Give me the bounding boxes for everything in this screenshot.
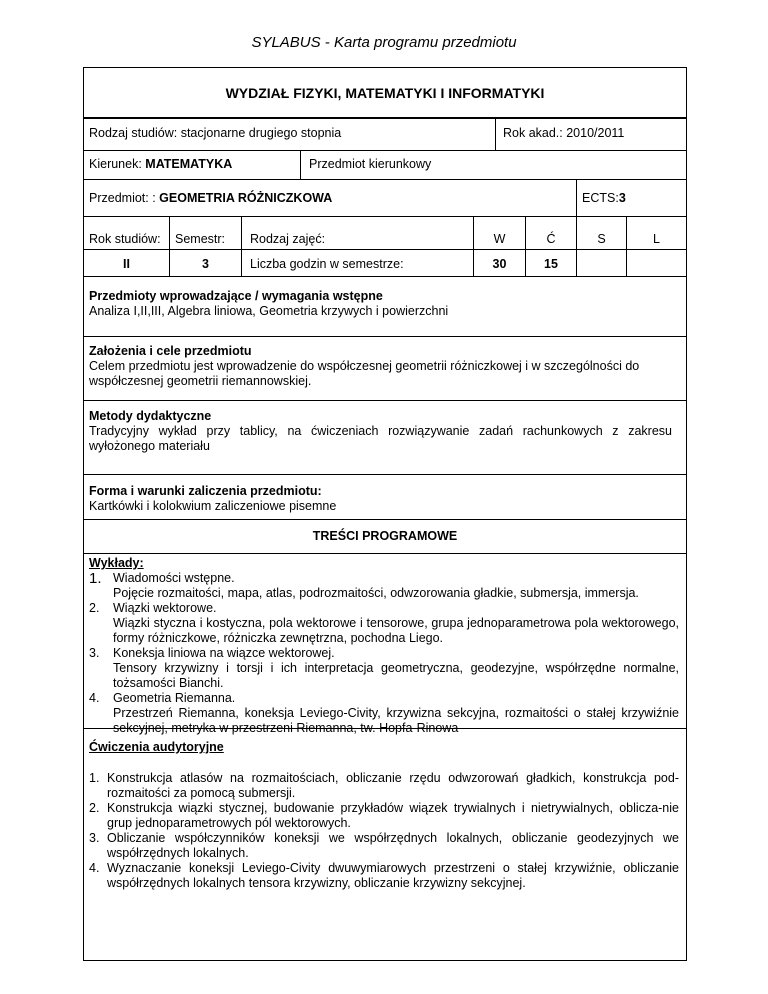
- exercise-item: [89, 831, 679, 861]
- assessment-block: [89, 484, 336, 514]
- study-type: Rodzaj studiów: stacjonarne drugiego stopnia: [89, 126, 342, 140]
- assessment-title: Forma i warunki zaliczenia przedmiotu:: [89, 484, 322, 498]
- prereq-block: [89, 289, 448, 319]
- lecture-item: [89, 646, 679, 691]
- methods-line-2: wyłożonego materiału: [89, 439, 210, 453]
- lecture-item: [89, 601, 679, 646]
- lecture-item: [89, 571, 679, 601]
- direction: [89, 157, 232, 171]
- exercise-number: 2.: [89, 801, 100, 815]
- lecture-number: 4.: [89, 691, 100, 705]
- exercise-item: [89, 861, 679, 891]
- lecture-number: 1.: [89, 570, 102, 587]
- subject-value: GEOMETRIA RÓŻNICZKOWA: [159, 191, 333, 205]
- document-header: SYLABUS - Karta programu przedmiotu: [251, 34, 517, 51]
- class-type-label: Rodzaj zajęć:: [250, 232, 326, 246]
- col-c: Ć: [546, 232, 556, 246]
- exercise-text: Konstrukcja atlasów na rozmaitościach, obliczanie rzędu odwzorowań gładkich, konstrukcja pod-rozmaitości za pomocą submersji.: [107, 771, 679, 800]
- exercise-number: 1.: [89, 771, 100, 785]
- year-label: Rok studiów:: [89, 232, 161, 246]
- academic-year: Rok akad.: 2010/2011: [503, 126, 625, 140]
- exercises-title: [89, 740, 224, 755]
- hours-c: 15: [544, 257, 558, 271]
- exercises-list: [89, 771, 679, 891]
- ects-label: ECTS:: [582, 191, 619, 205]
- hours-l-cell: [626, 249, 687, 277]
- subject-label: Przedmiot: :: [89, 191, 160, 205]
- exercise-text: Wyznaczanie koneksji Leviego-Civity dwuwymiarowych przestrzeni o stałej krzywiźnie, obliczanie współrzędnych lokalnych tensora krzywizny, obliczanie krzywizny sekcyjnej.: [107, 861, 679, 890]
- methods-line-1: Tradycyjny wykład przy tablicy, na ćwiczeniach rozwiązywanie zadań rachunkowych z zakresu: [89, 424, 672, 438]
- lecture-title: Geometria Riemanna.: [113, 691, 236, 705]
- prereq-text: Analiza I,II,III, Algebra liniowa, Geometria krzywych i powierzchni: [89, 304, 449, 318]
- semester-value: 3: [202, 257, 209, 271]
- ects: [582, 191, 626, 205]
- exercise-item: [89, 771, 679, 801]
- exercises-title-text: Ćwiczenia audytoryjne: [89, 740, 224, 754]
- goals-block: [89, 344, 639, 389]
- lecture-title: Koneksja liniowa na wiązce wektorowej.: [113, 646, 335, 660]
- lecture-title: Wiadomości wstępne.: [113, 571, 235, 585]
- methods-title: Metody dydaktyczne: [89, 409, 212, 423]
- lecture-body: Przestrzeń Riemanna, koneksja Leviego-Civity, krzywizna sekcyjna, rozmaitości o stałej krzywiźnie sekcyjnej, metryka w przestrzeni Riemanna, tw. Hopfa-Rinowa: [113, 706, 679, 735]
- exercise-number: 4.: [89, 861, 100, 875]
- course-kind: Przedmiot kierunkowy: [309, 157, 432, 171]
- hours-w: 30: [492, 257, 507, 271]
- year-value: II: [123, 257, 130, 271]
- hours-label: Liczba godzin w semestrze:: [250, 257, 404, 271]
- goals-title: Założenia i cele przedmiotu: [89, 344, 252, 358]
- hours-s-cell: [576, 249, 627, 277]
- methods-block: [89, 409, 672, 454]
- assessment-text: Kartkówki i kolokwium zaliczeniowe pisemne: [89, 499, 337, 513]
- exercise-text: Obliczanie współczynników koneksji we współrzędnych lokalnych, obliczanie geodezyjnych we współrzędnych lokalnych.: [107, 831, 679, 860]
- goals-line-2: współczesnej geometrii riemannowskiej.: [89, 374, 312, 388]
- prereq-title: Przedmioty wprowadzające / wymagania wstępne: [89, 289, 383, 303]
- exercise-number: 3.: [89, 831, 100, 845]
- faculty-title: WYDZIAŁ FIZYKI, MATEMATYKI I INFORMATYKI: [225, 85, 545, 101]
- exercise-text: Konstrukcja wiązki stycznej, budowanie przykładów wiązek trywialnych i nietrywialnych, oblicza-nie grup jednoparametrowych pól wektorowych.: [107, 801, 679, 830]
- direction-label: Kierunek:: [89, 157, 146, 171]
- exercise-item: [89, 801, 679, 831]
- col-s: S: [597, 232, 606, 246]
- direction-value: MATEMATYKA: [145, 157, 233, 171]
- col-l: L: [653, 232, 660, 246]
- lectures-title-text: Wykłady:: [89, 556, 144, 570]
- subject: [89, 191, 332, 205]
- lecture-body: Tensory krzywizny i torsji i ich interpretacja geometryczna, geodezyjne, współrzędne normalne, tożsamości Bianchi.: [113, 661, 679, 690]
- lecture-body: Pojęcie rozmaitości, mapa, atlas, podrozmaitości, odwzorowania gładkie, submersja, immersja.: [113, 586, 639, 600]
- lecture-number: 3.: [89, 646, 100, 660]
- ects-value: 3: [618, 191, 626, 205]
- lecture-item: [89, 691, 679, 736]
- col-w: W: [493, 232, 506, 246]
- lectures-list: [89, 571, 679, 736]
- program-title: TREŚCI PROGRAMOWE: [312, 529, 458, 543]
- semester-label: Semestr:: [175, 232, 226, 246]
- goals-line-1: Celem przedmiotu jest wprowadzenie do współczesnej geometrii różniczkowej i w szczególności do: [89, 359, 640, 373]
- lecture-number: 2.: [89, 601, 100, 615]
- lecture-title: Wiązki wektorowe.: [113, 601, 217, 615]
- lecture-body: Wiązki styczna i kostyczna, pola wektorowe i tensorowe, grupa jednoparametrowa pola wektorowego, formy różniczkowe, różniczka zewnętrzna, pochodna Liego.: [113, 616, 679, 645]
- lectures-title: [89, 556, 144, 571]
